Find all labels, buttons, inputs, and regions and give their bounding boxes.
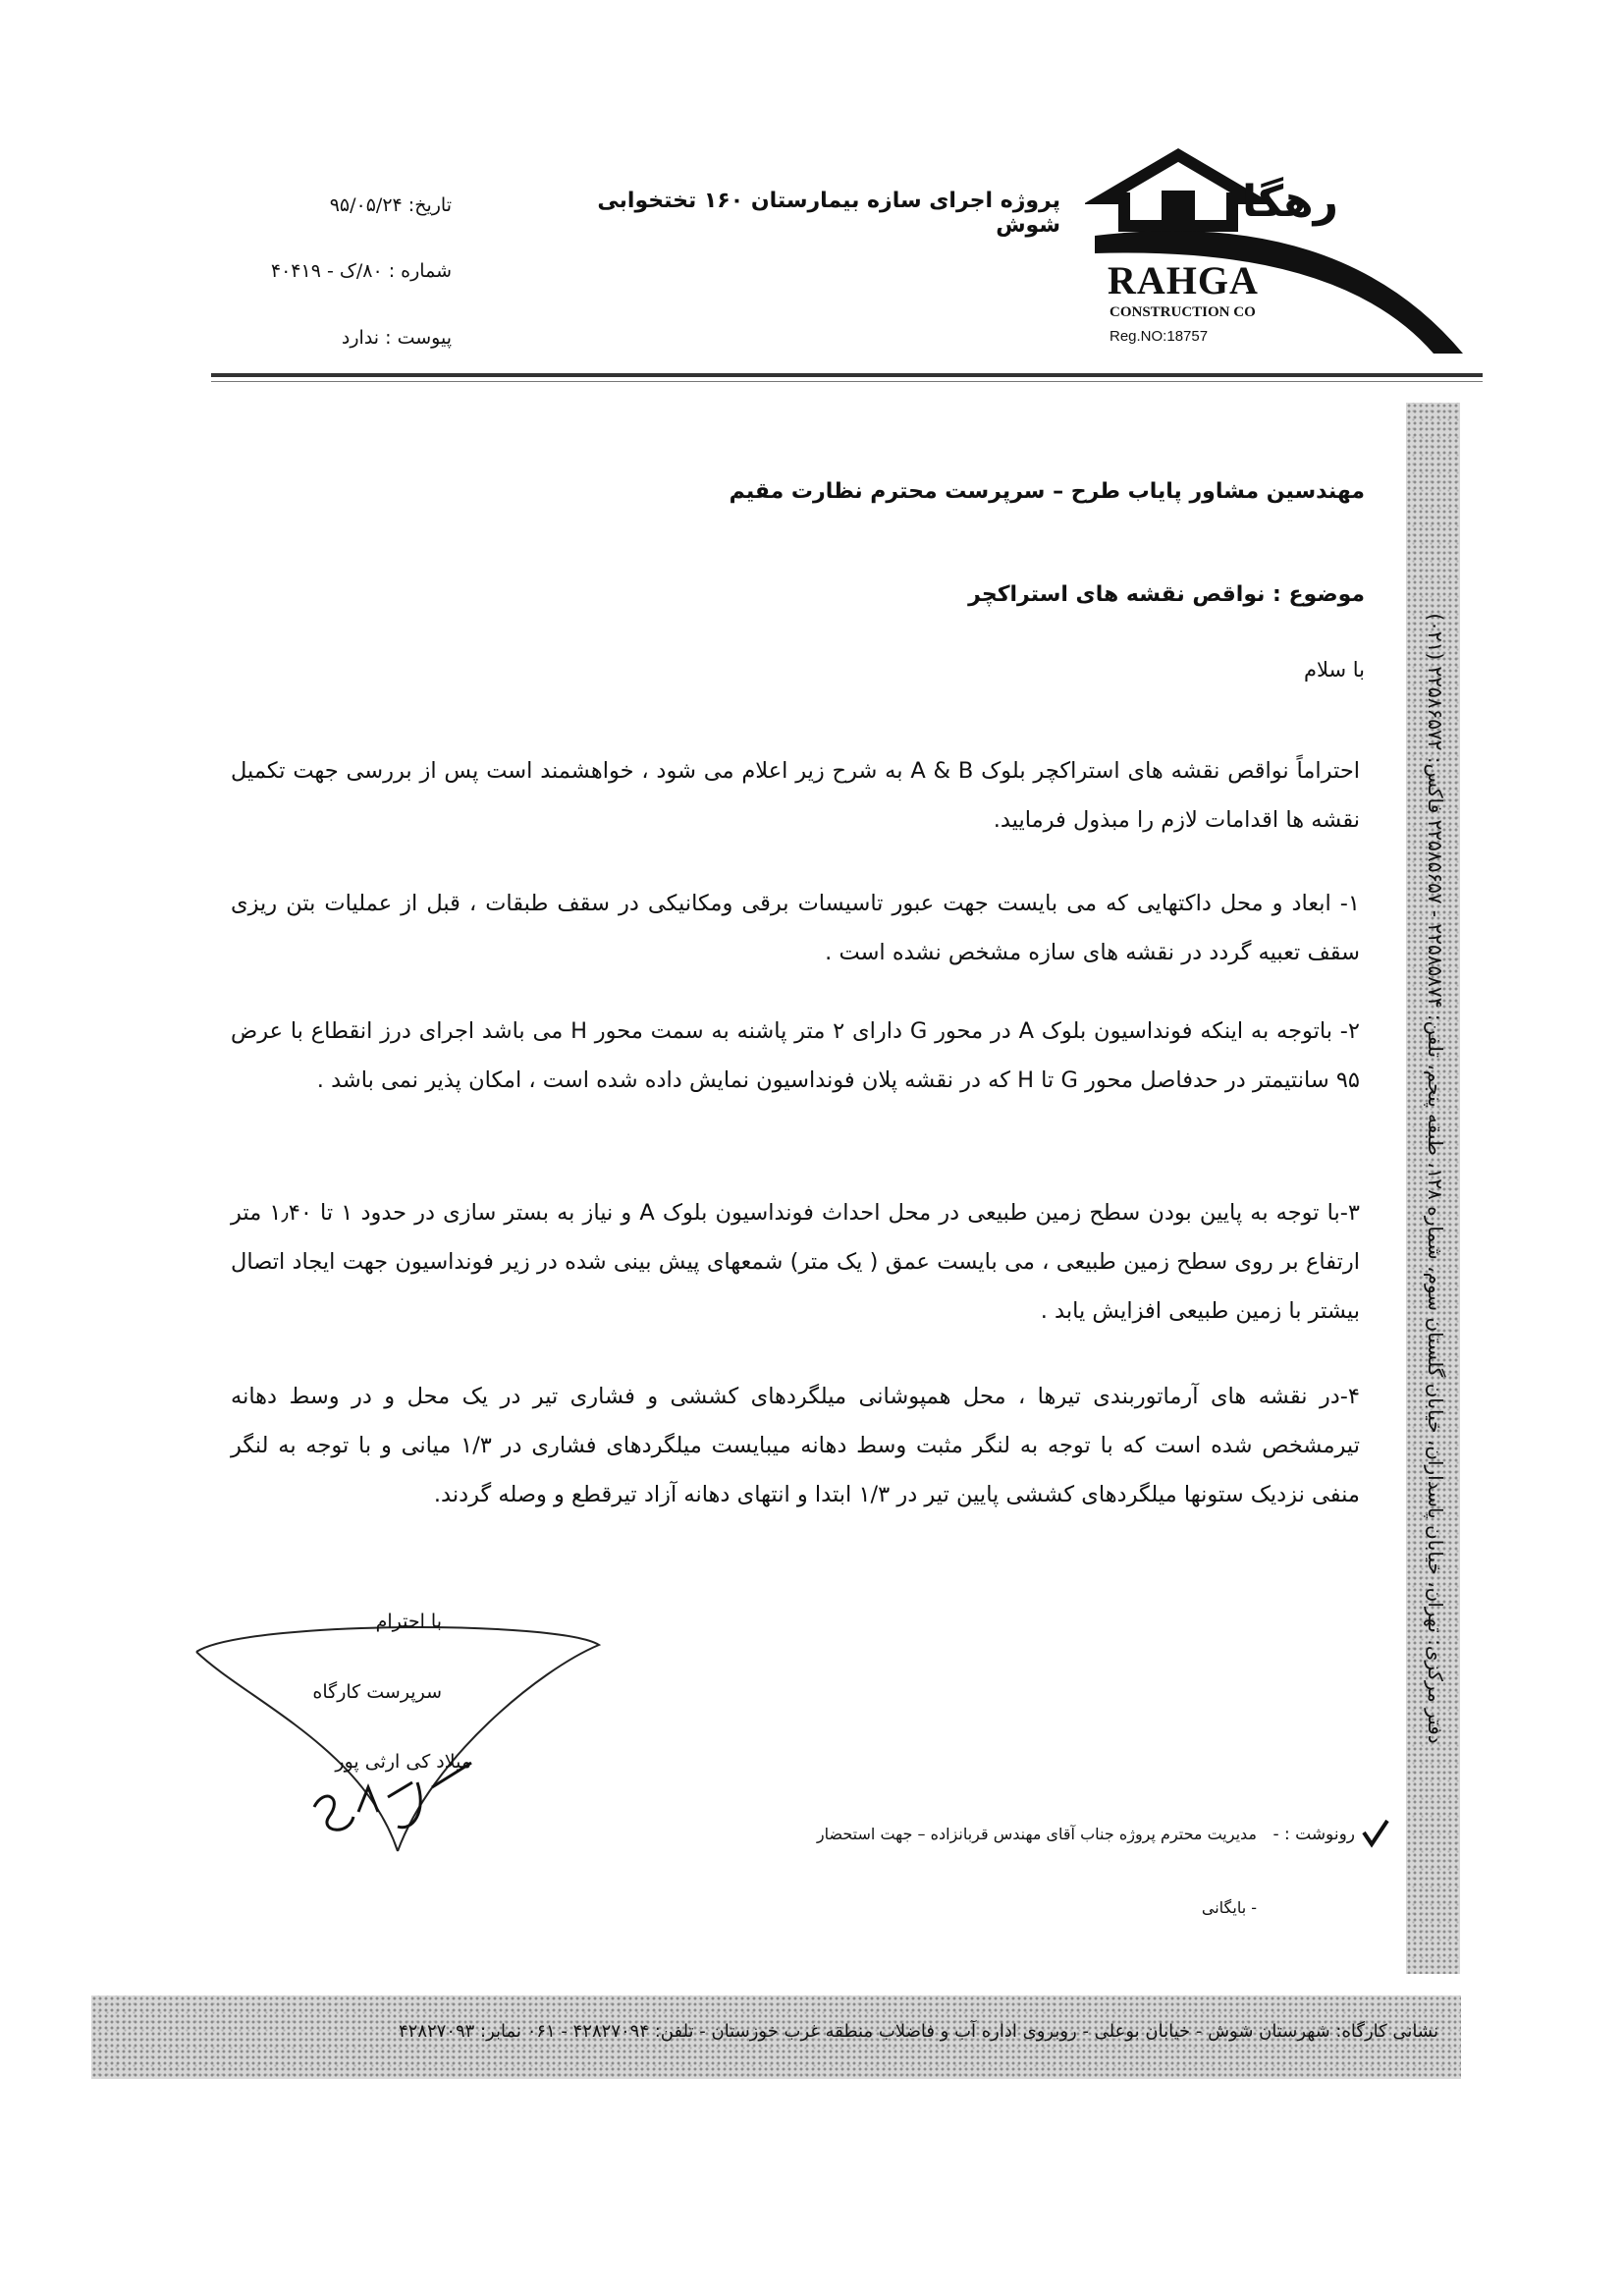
item-3-paragraph: ۳-با توجه به پایین بودن سطح زمین طبیعی در محل احداث فونداسیون بلوک A و نیاز به بستر سازی در حدود ۱ تا ۱٫۴۰ متر ارتفاع بر روی سطح زمین طبیعی ، می بایست عمق ( یک متر) شمعهای پیش بینی شده در زیر فونداسیون جهت ایجاد اتصال بیشتر با زمین طبیعی افزایش یابد . — [231, 1200, 1360, 1324]
intro-paragraph: احتراماً نواقص نقشه های استراکچر بلوک A & B به شرح زیر اعلام می شود ، خواهشمند است پس از بررسی جهت تکمیل نقشه ها اقدامات لازم را مبذول فرمایید. — [231, 758, 1360, 833]
item-4-paragraph: ۴-در نقشه های آرماتوربندی تیرها ، محل همپوشانی میلگردهای کششی و فشاری تیر در یک محل و در وسط دهانه تیرمشخص شده است که با توجه به لنگر مثبت وسط دهانه میبایست میلگردهای فشاری در ۱/۳ میانی و با توجه به لنگر منفی نزدیک ستونها میلگردهای کششی پایین تیر در ۱/۳ ابتدا و انتهای دهانه آزاد تیرقطع و وصله گردند. — [231, 1384, 1360, 1507]
subject: موضوع : نواقص نقشه های استراکچر — [968, 582, 1365, 607]
cc-recipient: مدیریت محترم پروژه جناب آقای مهندس قربانزاده – جهت استحضار — [816, 1825, 1257, 1843]
letter-number: شماره : ۸۰/ک - ۴۰۴۱۹ — [270, 260, 452, 282]
logo-persian-text: رهگا — [1242, 177, 1338, 227]
project-title: پروژه اجرای سازه بیمارستان ۱۶۰ تختخوابی شوش — [597, 189, 1060, 238]
cc-label: رونوشت : - — [1272, 1825, 1355, 1844]
header-divider — [211, 373, 1483, 377]
signer-name: میلاد کی ارثی پور — [335, 1751, 471, 1773]
signer-role: سرپرست کارگاه — [312, 1681, 442, 1703]
logo-english-text: RAHGA — [1108, 258, 1259, 302]
header-divider-thin — [211, 381, 1483, 382]
head-office-address: دفتر مرکزی: تهران، خیابان پاسداران، خیابان گلستان سوم، شماره ۱۲۸، طبقه پنجم، تلفن: ۲۲۵۸۵۸۷۴ - ۲۲۵۸۵۶۵۷ فاکس: ۲۲۵۸۶۵۷۲ (۰۲۱) — [1424, 613, 1447, 1744]
logo-registration: Reg.NO:18757 — [1110, 328, 1209, 345]
item-2-paragraph: ۲- باتوجه به اینکه فونداسیون بلوک A در محور G دارای ۲ متر پاشنه به سمت محور H می باشد اجرای درز انقطاع با عرض ۹۵ سانتیمتر در حدفاصل محور G تا H که در نقشه پلان فونداسیون نمایش داده شده است ، امکان پذیر نمی باشد . — [231, 1018, 1360, 1093]
letter-attachment: پیوست : ندارد — [341, 327, 452, 349]
cc-archive: - بایگانی — [1201, 1898, 1257, 1917]
checkmark-icon — [1360, 1817, 1391, 1848]
item-1-paragraph: ۱- ابعاد و محل داکتهایی که می بایست جهت عبور تاسیسات برقی ومکانیکی در سقف طبقات ، قبل از عملیات بتن ریزی سقف تعبیه گردد در نقشه های سازه مشخص نشده است . — [231, 891, 1360, 965]
letter-date: تاریخ: ۹۵/۰۵/۲۴ — [329, 194, 452, 216]
site-address: نشانی کارگاه: شهرستان شوش - خیابان بوعلی - روبروی اداره آب و فاضلاب منطقه غرب خوزستان - تلفن: ۴۲۸۲۷۰۹۴ - ۰۶۱ نمابر: ۴۲۸۲۷۰۹۳ — [398, 2021, 1438, 2042]
addressee: مهندسین مشاور پایاب طرح – سرپرست محترم نظارت مقیم — [729, 479, 1365, 504]
handwritten-signature — [187, 1601, 628, 1856]
closing-regards: با احترام — [375, 1611, 442, 1632]
logo-company-text: CONSTRUCTION CO — [1110, 304, 1256, 320]
greeting: با سلام — [1303, 658, 1365, 682]
